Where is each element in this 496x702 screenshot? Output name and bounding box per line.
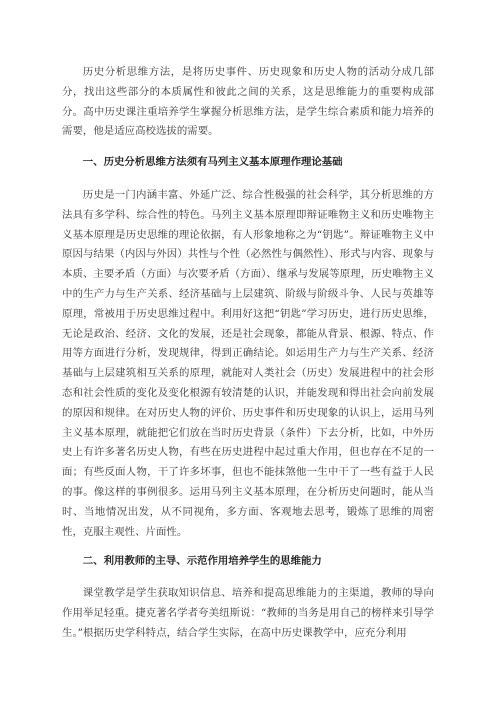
spacer — [62, 173, 434, 186]
spacer — [62, 542, 434, 552]
spacer — [62, 142, 434, 153]
section-1-heading: 一、历史分析思维方法须有马列主义基本原理作理论基础 — [82, 156, 343, 169]
section-1-paragraph: 历史是一门内涵丰富、外延广泛、综合性极强的社会科学，其分析思维的方法具有多学科、综合性的特色。马列主义基本原理即辩证唯物主义和历史唯物主义基本原理是历史思维的理论依据，有人形象地称之为“钥匙”。辩证唯物主义中原因与结果（内因与外因）共性与个性（必然性与偶然性）、形式与内容、现象与本质、主要矛盾（方面）与次要矛盾（方面）、继承与发展等原理，历史唯物主义中的生产力与生产关系、经济基础与上层建筑、阶级与阶级斗争、人民与英雄等原理，常被用于历史思维过程中。利用好这把“钥匙”学习历史，进行历史思维，无论是政治、经济、文化的发展，还是社会现象，都能从背景、根源、特点、作用等方面进行分析，发现规律，得到正确结论。如运用生产力与生产关系、经济基础与上层建筑相互关系的原理，就能对人类社会（历史）发展进程中的社会形态和社会性质的变化及变化根源有较清楚的认识，并能发现和得出社会向前发展的原因和规律。在对历史人物的评价、历史事件和历史现象的认识上，运用马列主义基本原理，就能把它们放在当时历史背景（条件）下去分析，比如，中外历史上有许多著名历史人物，有些在历史进程中起过重大作用，但也存在不足的一面；有些反面人物，干了许多坏事，但也不能抹煞他一生中干了一些有益于人民的事。像这样的事例很多。运用马列主义基本原理，在分析历史问题时，能从当时、当地情况出发，从不同视角，多方面、客观地去思考，锻炼了思维的周密性，克服主观性、片面性。 — [62, 188, 434, 538]
spacer — [62, 572, 434, 584]
section-2-paragraph: 课堂教学是学生获取知识信息、培养和提高思维能力的主渠道，教师的导向作用举足轻重。捷克著名学者夸美纽斯说：“教师的当务是用自己的榜样来引导学生。”根据历史学科特点，结合学生实际，在高中历史课教学中，应充分利用 — [62, 587, 434, 639]
section-2-heading: 二、利用教师的主导、示范作用培养学生的思维能力 — [82, 555, 322, 568]
intro-paragraph: 历史分析思维方法，是将历史事件、历史现象和历史人物的活动分成几部分，找出这些部分的本质属性和彼此之间的关系，这是思维能力的重要构成部分。高中历史课注重培养学生掌握分析思维方法，是学生综合素质和能力培养的需要，他是适应高校选拔的需要。 — [62, 66, 434, 138]
